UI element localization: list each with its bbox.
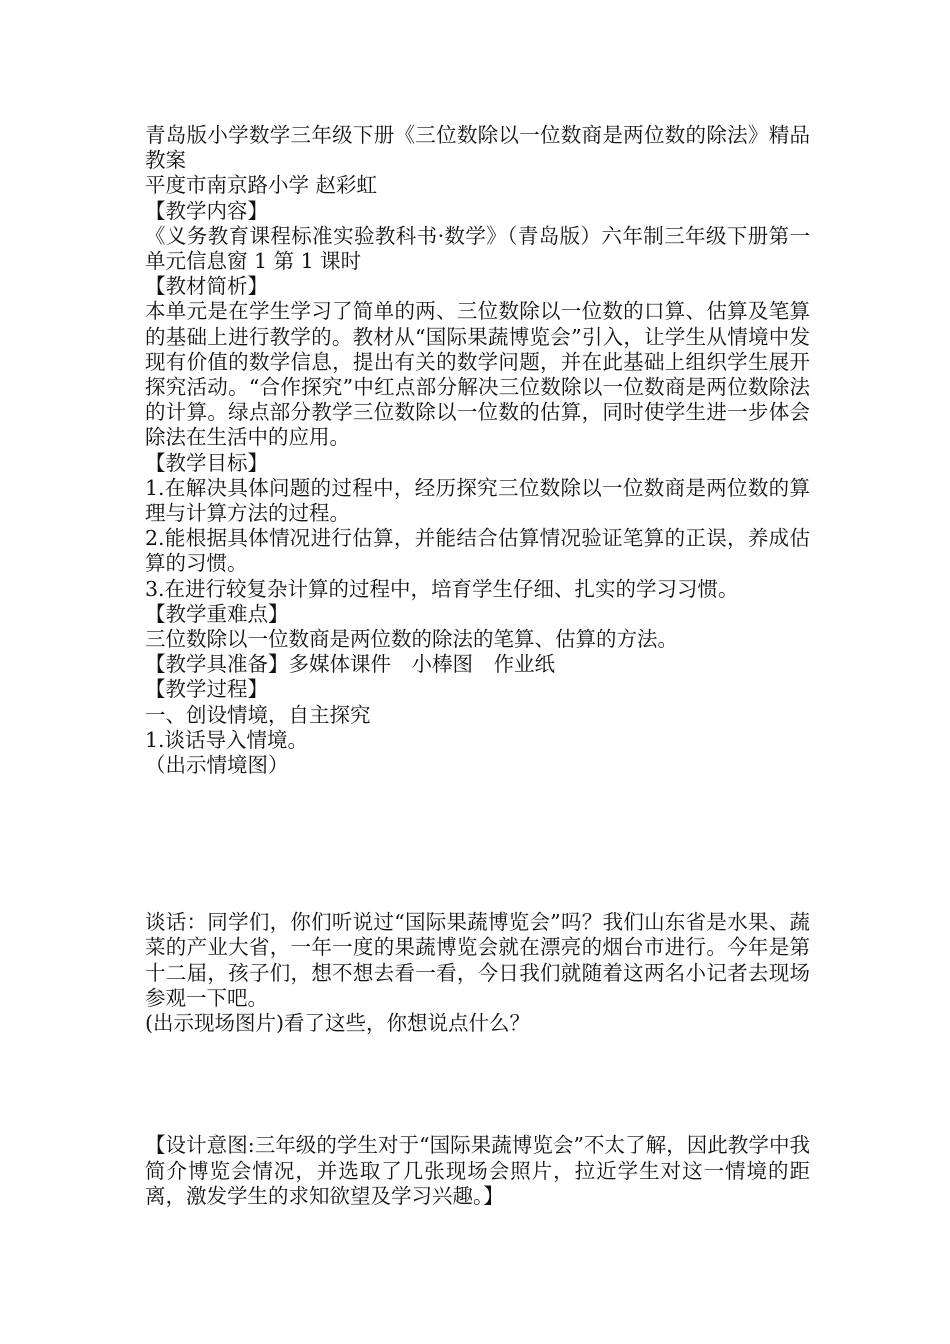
document-body xyxy=(145,123,810,1209)
heading-teaching-process: 【教学过程】 xyxy=(145,677,268,702)
preparation-line: 【教学具准备】多媒体课件 小棒图 作业纸 xyxy=(145,652,555,677)
document-title: 青岛版小学数学三年级下册《三位数除以一位数商是两位数的除法》精品教案 xyxy=(145,123,810,173)
key-points-text: 三位数除以一位数商是两位数的除法的笔算、估算的方法。 xyxy=(145,627,678,652)
goal-item-1: 1.在解决具体问题的过程中，经历探究三位数除以一位数商是两位数的算理与计算方法的过程。 xyxy=(145,475,810,526)
goal-item-2: 2.能根据具体情况进行估算，并能结合估算情况验证笔算的正误，养成估算的习惯。 xyxy=(145,526,810,576)
heading-key-points: 【教学重难点】 xyxy=(145,601,289,626)
process-step-title: 一、创设情境，自主探究 xyxy=(145,702,371,727)
note-show-scene: （出示情境图） xyxy=(145,753,289,778)
note-show-photos: (出示现场图片)看了这些，你想说点什么？ xyxy=(145,1011,530,1036)
material-analysis-text: 本单元是在学生学习了简单的两、三位数除以一位数的口算、估算及笔算的基础上进行教学的。教材从“国际果蔬博览会”引入，让学生从情境中发现有价值的数学信息，提出有关的数学问题，并在此基础上组织学生展开探究活动。“合作探究”中红点部分解决三位数除以一位数商是两位数除法的计算。绿点部分教学三位数除以一位数的估算，同时使学生进一步体会除法在生活中的应用。 xyxy=(145,299,810,450)
heading-teaching-goals: 【教学目标】 xyxy=(145,450,268,475)
heading-teaching-content: 【教学内容】 xyxy=(145,198,268,223)
dialogue-text: 谈话：同学们，你们听说过“国际果蔬博览会”吗？我们山东省是水果、蔬菜的产业大省，一年一度的果蔬博览会就在漂亮的烟台市进行。今年是第十二届，孩子们，想不想去看一看，今日我们就随着这两名小记者去现场参观一下吧。 xyxy=(145,910,810,1010)
process-step-item: 1.谈话导入情境。 xyxy=(145,727,309,752)
scene-image-placeholder xyxy=(145,778,810,910)
photos-placeholder xyxy=(145,1036,810,1133)
teaching-content-text: 《义务教育课程标准实验教科书·数学》（青岛版）六年制三年级下册第一单元信息窗 1 第 1 课时 xyxy=(145,223,810,274)
design-intent-text: 【设计意图:三年级的学生对于“国际果蔬博览会”不太了解，因此教学中我简介博览会情况，并选取了几张现场会照片，拉近学生对这一情境的距离，激发学生的求知欲望及学习兴趣。】 xyxy=(145,1133,810,1208)
author-line: 平度市南京路小学 赵彩虹 xyxy=(145,173,378,198)
heading-material-analysis: 【教材简析】 xyxy=(145,274,268,299)
goal-item-3: 3.在进行较复杂计算的过程中，培育学生仔细、扎实的学习习惯。 xyxy=(145,576,739,601)
